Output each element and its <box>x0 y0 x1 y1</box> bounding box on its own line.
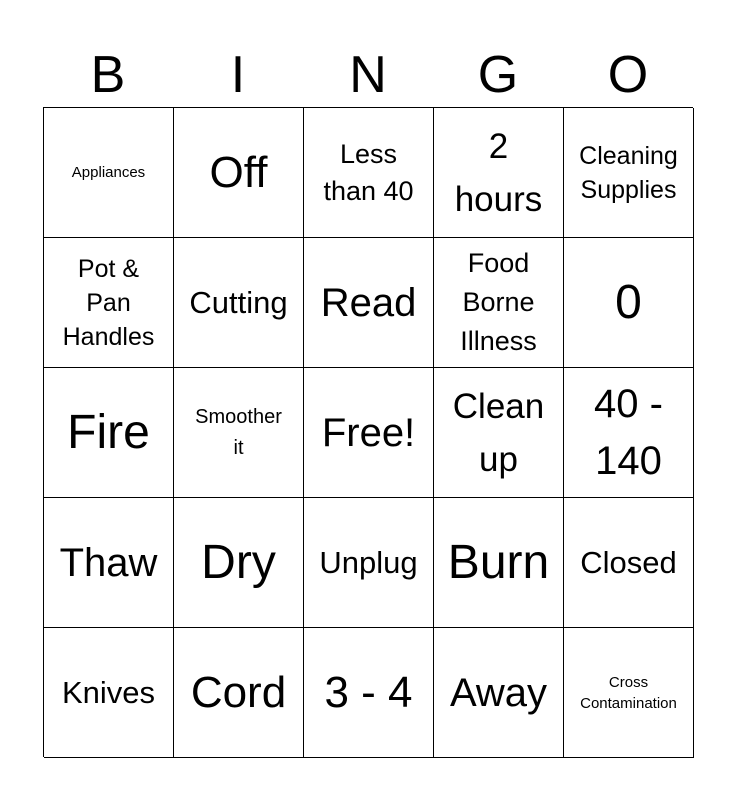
bingo-cell-o3[interactable] <box>564 368 694 498</box>
bingo-cell-b1[interactable] <box>44 108 174 238</box>
bingo-cell-g2[interactable] <box>434 238 564 368</box>
cell-label: Dry <box>201 535 276 589</box>
bingo-cell-n1[interactable] <box>304 108 434 238</box>
header-letter-b: B <box>90 46 126 104</box>
bingo-cell-g3[interactable] <box>434 368 564 498</box>
cell-label: 40 - 140 <box>594 381 663 483</box>
cell-label: Read <box>320 280 417 325</box>
bingo-cell-i3[interactable] <box>174 368 304 498</box>
bingo-cell-g1[interactable] <box>434 108 564 238</box>
cell-label: Pot & Pan Handles <box>62 254 155 351</box>
bingo-cell-b4[interactable] <box>44 498 174 628</box>
bingo-cell-i2[interactable] <box>174 238 304 368</box>
bingo-cell-i5[interactable] <box>174 628 304 758</box>
bingo-cell-o1[interactable] <box>564 108 694 238</box>
bingo-board <box>43 107 693 757</box>
bingo-cell-g5[interactable] <box>434 628 564 758</box>
header-letter-g: G <box>477 46 519 104</box>
bingo-cell-n4[interactable] <box>304 498 434 628</box>
cell-label: Cross Contamination <box>580 673 677 712</box>
bingo-cell-o2[interactable] <box>564 238 694 368</box>
cell-label: Less than 40 <box>323 138 414 206</box>
header-letter-n: N <box>349 46 387 104</box>
cell-label: Burn <box>447 535 550 589</box>
bingo-cell-n3[interactable] <box>304 368 434 498</box>
cell-label: 3 - 4 <box>324 667 413 717</box>
bingo-cell-g4[interactable] <box>434 498 564 628</box>
bingo-cell-i4[interactable] <box>174 498 304 628</box>
cell-label: Cleaning Supplies <box>579 141 678 204</box>
cell-label: Cord <box>190 667 287 717</box>
cell-label: Off <box>209 147 268 197</box>
cell-label: Fire <box>67 405 150 459</box>
cell-label: Unplug <box>319 544 418 580</box>
cell-label: Free! <box>321 410 416 455</box>
cell-label: 0 <box>615 275 642 329</box>
bingo-cell-b2[interactable] <box>44 238 174 368</box>
cell-label: Smoother it <box>195 405 282 459</box>
cell-label: Appliances <box>71 164 146 181</box>
bingo-cell-o5[interactable] <box>564 628 694 758</box>
header-letter-i: I <box>230 46 246 104</box>
cell-label: Knives <box>61 674 156 710</box>
header-letter-o: O <box>607 46 649 104</box>
cell-label: Cutting <box>189 284 288 320</box>
bingo-header <box>43 44 693 106</box>
cell-label: Thaw <box>59 540 158 585</box>
cell-label: Clean up <box>452 386 545 479</box>
bingo-cell-b5[interactable] <box>44 628 174 758</box>
bingo-cell-n5[interactable] <box>304 628 434 758</box>
bingo-cell-b3[interactable] <box>44 368 174 498</box>
bingo-cell-o4[interactable] <box>564 498 694 628</box>
cell-label: 2 hours <box>454 126 543 219</box>
cell-label: Away <box>449 670 548 715</box>
bingo-cell-n2[interactable] <box>304 238 434 368</box>
bingo-cell-i1[interactable] <box>174 108 304 238</box>
cell-label: Food Borne Illness <box>460 248 537 356</box>
cell-label: Closed <box>580 544 677 580</box>
